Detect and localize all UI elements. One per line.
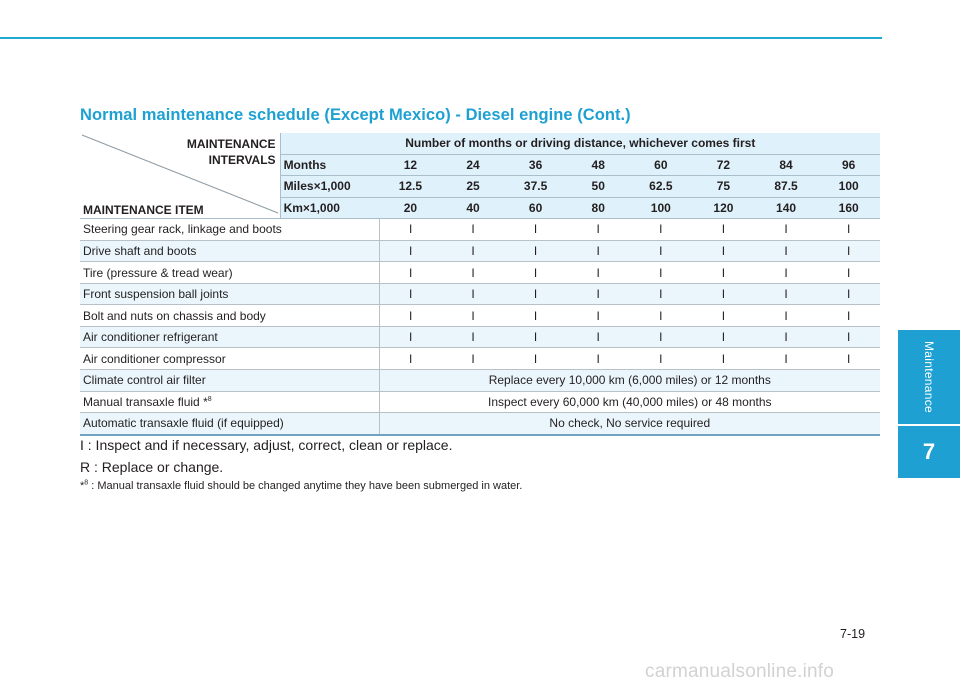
section-tab-label: Maintenance bbox=[922, 340, 937, 414]
miles-value: 87.5 bbox=[755, 176, 818, 198]
miles-value: 75 bbox=[692, 176, 755, 198]
interval-cell: I bbox=[379, 326, 442, 348]
interval-cell: I bbox=[567, 240, 630, 262]
months-value: 36 bbox=[504, 154, 567, 176]
table-row bbox=[80, 219, 880, 241]
interval-cell: I bbox=[442, 326, 505, 348]
table-row bbox=[80, 283, 880, 305]
item-name bbox=[80, 413, 379, 435]
interval-cell: I bbox=[442, 305, 505, 327]
item-name: Air conditioner refrigerant bbox=[80, 326, 379, 348]
interval-cell: I bbox=[692, 326, 755, 348]
table-row bbox=[80, 240, 880, 262]
corner-intervals-label bbox=[187, 136, 276, 168]
km-value: 20 bbox=[379, 197, 442, 219]
km-value: 60 bbox=[504, 197, 567, 219]
footnote-text: : Manual transaxle fluid should be changed anytime they have been submerged in water. bbox=[88, 480, 523, 492]
corner-intervals-line1: MAINTENANCE bbox=[186, 137, 276, 151]
interval-cell: I bbox=[442, 219, 505, 241]
table-header bbox=[80, 133, 880, 219]
item-name-text: Manual transaxle fluid * bbox=[83, 394, 208, 409]
km-value: 120 bbox=[692, 197, 755, 219]
interval-cell: I bbox=[692, 305, 755, 327]
table-row bbox=[80, 262, 880, 284]
item-name: Front suspension ball joints bbox=[80, 283, 379, 305]
interval-cell: I bbox=[755, 240, 818, 262]
interval-cell: I bbox=[817, 240, 880, 262]
miles-value: 50 bbox=[567, 176, 630, 198]
item-name: Air conditioner compressor bbox=[80, 348, 379, 370]
footnote-mark: * bbox=[80, 480, 85, 492]
interval-cell: I bbox=[504, 283, 567, 305]
interval-cell: I bbox=[504, 219, 567, 241]
table-row bbox=[80, 326, 880, 348]
interval-cell: I bbox=[379, 348, 442, 370]
item-name: Bolt and nuts on chassis and body bbox=[80, 305, 379, 327]
interval-cell: I bbox=[504, 326, 567, 348]
table-row bbox=[80, 413, 880, 435]
interval-cell: I bbox=[442, 262, 505, 284]
miles-value: 37.5 bbox=[504, 176, 567, 198]
table-row bbox=[80, 370, 880, 392]
corner-intervals-line2: INTERVALS bbox=[208, 153, 276, 167]
interval-cell: I bbox=[692, 283, 755, 305]
watermark: carmanualsonline.info bbox=[645, 661, 835, 682]
interval-cell: I bbox=[442, 283, 505, 305]
page-title: Normal maintenance schedule (Except Mexico) - Diesel engine (Cont.) bbox=[80, 106, 631, 124]
top-rule bbox=[0, 37, 882, 39]
legend-replace: R : Replace or change. bbox=[80, 459, 224, 475]
table-row bbox=[80, 391, 880, 413]
interval-description: No check, No service required bbox=[379, 413, 880, 435]
interval-cell: I bbox=[567, 283, 630, 305]
interval-banner: Number of months or driving distance, whichever comes first bbox=[280, 133, 880, 154]
interval-cell: I bbox=[379, 305, 442, 327]
interval-description: Replace every 10,000 km (6,000 miles) or 12 months bbox=[379, 370, 880, 392]
interval-cell: I bbox=[817, 262, 880, 284]
months-label: Months bbox=[280, 154, 379, 176]
chapter-tab bbox=[898, 426, 960, 478]
page-number: 7-19 bbox=[840, 627, 866, 641]
interval-cell: I bbox=[755, 219, 818, 241]
km-label: Km×1,000 bbox=[280, 197, 379, 219]
interval-cell: I bbox=[630, 305, 693, 327]
interval-cell: I bbox=[630, 262, 693, 284]
interval-cell: I bbox=[567, 219, 630, 241]
interval-cell: I bbox=[504, 348, 567, 370]
interval-cell: I bbox=[567, 305, 630, 327]
months-value: 24 bbox=[442, 154, 505, 176]
interval-cell: I bbox=[817, 326, 880, 348]
interval-cell: I bbox=[379, 283, 442, 305]
interval-cell: I bbox=[755, 326, 818, 348]
item-name bbox=[80, 370, 379, 392]
item-name: Steering gear rack, linkage and boots bbox=[80, 219, 379, 241]
interval-cell: I bbox=[817, 219, 880, 241]
chapter-number: 7 bbox=[922, 439, 936, 464]
miles-value: 12.5 bbox=[379, 176, 442, 198]
interval-cell: I bbox=[630, 283, 693, 305]
table-corner-cell bbox=[80, 133, 280, 219]
legend-inspect: I : Inspect and if necessary, adjust, correct, clean or replace. bbox=[80, 437, 453, 453]
interval-cell: I bbox=[817, 305, 880, 327]
table-row bbox=[80, 305, 880, 327]
miles-value: 62.5 bbox=[630, 176, 693, 198]
interval-cell: I bbox=[630, 348, 693, 370]
miles-label: Miles×1,000 bbox=[280, 176, 379, 198]
item-footnote-number: 8 bbox=[207, 395, 212, 403]
item-name: Drive shaft and boots bbox=[80, 240, 379, 262]
interval-cell: I bbox=[755, 348, 818, 370]
footnote-number: 8 bbox=[84, 479, 89, 487]
item-name-text: Climate control air filter bbox=[83, 373, 206, 388]
interval-cell: I bbox=[630, 240, 693, 262]
interval-cell: I bbox=[442, 348, 505, 370]
interval-cell: I bbox=[567, 262, 630, 284]
corner-item-label: MAINTENANCE ITEM bbox=[83, 203, 204, 218]
interval-cell: I bbox=[755, 305, 818, 327]
interval-cell: I bbox=[817, 283, 880, 305]
interval-cell: I bbox=[442, 240, 505, 262]
km-value: 160 bbox=[817, 197, 880, 219]
interval-cell: I bbox=[817, 348, 880, 370]
miles-value: 25 bbox=[442, 176, 505, 198]
interval-cell: I bbox=[692, 348, 755, 370]
table-row bbox=[80, 348, 880, 370]
months-value: 96 bbox=[817, 154, 880, 176]
interval-cell: I bbox=[755, 262, 818, 284]
item-name-text: Automatic transaxle fluid (if equipped) bbox=[83, 416, 284, 431]
interval-cell: I bbox=[692, 219, 755, 241]
interval-cell: I bbox=[379, 262, 442, 284]
interval-cell: I bbox=[755, 283, 818, 305]
km-value: 40 bbox=[442, 197, 505, 219]
item-name bbox=[80, 391, 379, 413]
interval-cell: I bbox=[567, 348, 630, 370]
months-value: 48 bbox=[567, 154, 630, 176]
miles-value: 100 bbox=[817, 176, 880, 198]
interval-cell: I bbox=[504, 305, 567, 327]
interval-cell: I bbox=[379, 240, 442, 262]
section-tab bbox=[898, 330, 960, 424]
months-value: 72 bbox=[692, 154, 755, 176]
interval-cell: I bbox=[630, 326, 693, 348]
interval-cell: I bbox=[567, 326, 630, 348]
interval-cell: I bbox=[504, 240, 567, 262]
interval-description: Inspect every 60,000 km (40,000 miles) or 48 months bbox=[379, 391, 880, 413]
interval-cell: I bbox=[692, 240, 755, 262]
km-value: 140 bbox=[755, 197, 818, 219]
months-value: 12 bbox=[379, 154, 442, 176]
item-name: Tire (pressure & tread wear) bbox=[80, 262, 379, 284]
maintenance-schedule-table bbox=[80, 133, 880, 436]
interval-cell: I bbox=[692, 262, 755, 284]
footnote bbox=[80, 480, 522, 492]
months-value: 60 bbox=[630, 154, 693, 176]
table-body bbox=[80, 219, 880, 435]
km-value: 80 bbox=[567, 197, 630, 219]
km-value: 100 bbox=[630, 197, 693, 219]
interval-cell: I bbox=[630, 219, 693, 241]
months-value: 84 bbox=[755, 154, 818, 176]
interval-cell: I bbox=[379, 219, 442, 241]
interval-cell: I bbox=[504, 262, 567, 284]
